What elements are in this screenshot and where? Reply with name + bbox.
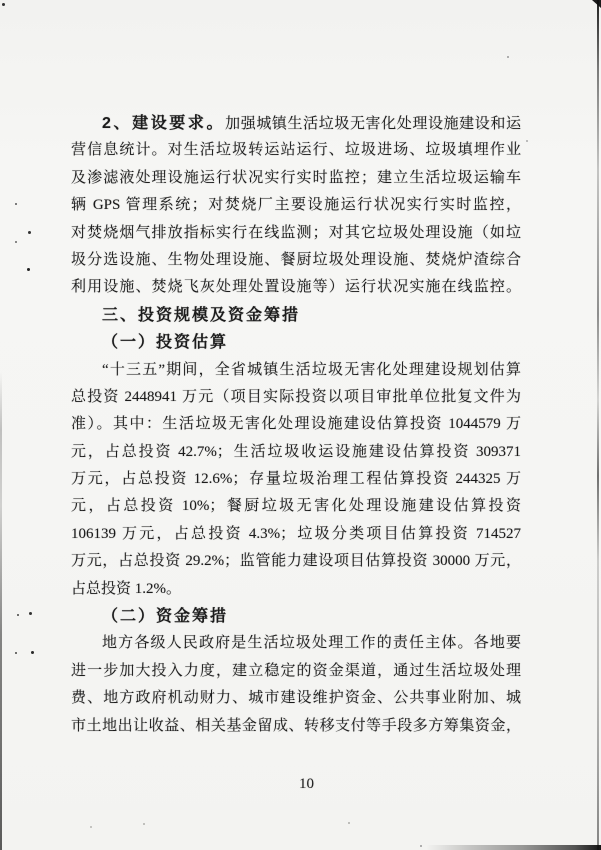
- ink-speck: [28, 231, 31, 234]
- text-line: 圾分选设施、生物处理设施、餐厨垃圾处理设施、焚烧炉渣综合: [71, 251, 521, 268]
- ink-speck: [526, 140, 528, 142]
- text-line: 占总投资 1.2%。: [71, 580, 181, 597]
- heading-line: 三、投资规模及资金筹措: [102, 306, 301, 324]
- ink-speck: [507, 56, 509, 58]
- text-line: 进一步加大投入力度，建立稳定的资金渠道，通过生活垃圾处理: [71, 662, 521, 679]
- text-line: 费、地方政府机动财力、城市建设维护资金、公共事业附加、城: [71, 690, 521, 707]
- text-line: 元，占总投资 42.7%；生活垃圾收运设施建设估算投资 309371: [71, 443, 521, 460]
- text-line: 对焚烧烟气排放指标实行在线监测；对其它垃圾处理设施（如垃: [71, 224, 521, 241]
- ink-speck: [90, 826, 92, 828]
- text-line: 元，占总投资 10%；餐厨垃圾无害化处理设施建设估算投资: [71, 498, 521, 515]
- ink-speck: [2, 3, 5, 6]
- ink-speck: [31, 651, 34, 654]
- text-line: 地方各级人民政府是生活垃圾处理工作的责任主体。各地要: [102, 635, 521, 652]
- text-line: 106139 万元，占总投资 4.3%；垃圾分类项目估算投资 714527: [71, 525, 521, 542]
- ink-speck: [15, 652, 17, 654]
- heading-line: （二）资金筹措: [102, 608, 229, 626]
- text-line: 总投资 2448941 万元（项目实际投资以项目审批单位批复文件为: [71, 388, 521, 405]
- heading-line: （一）投资估算: [102, 334, 229, 352]
- scan-edge-right-line: [597, 0, 599, 850]
- text-line: 万元，占总投资 12.6%；存量垃圾治理工程估算投资 244325 万: [71, 471, 521, 488]
- text-line: 万元，占总投资 29.2%；监管能力建设项目估算投资 30000 万元，: [71, 553, 521, 570]
- scan-bottom-shadow: [426, 845, 601, 850]
- text-line: 辆 GPS 管理系统；对焚烧厂主要设施运行状况实行实时监控，: [71, 197, 521, 214]
- ink-speck: [15, 241, 17, 243]
- ink-speck: [17, 614, 19, 616]
- text-line: “十三五”期间，全省城镇生活垃圾无害化处理建设规划估算: [102, 361, 521, 378]
- text-line: 营信息统计。对生活垃圾转运站运行、垃圾进场、垃圾填埋作业: [71, 142, 521, 159]
- page-number: 10: [299, 776, 314, 792]
- text-line: 准）。其中：生活垃圾无害化处理设施建设估算投资 1044579 万: [71, 416, 521, 433]
- text-block: [71, 110, 521, 740]
- ink-speck: [27, 268, 30, 271]
- ink-speck: [420, 845, 422, 847]
- ink-speck: [15, 203, 17, 205]
- ink-speck: [143, 823, 145, 825]
- scan-corner-mark: [592, 0, 601, 8]
- ink-speck: [348, 822, 350, 824]
- ink-speck: [29, 612, 32, 615]
- scan-edge-left-line: [0, 372, 2, 850]
- text-line: 及渗滤液处理设施运行状况实行实时监控；建立生活垃圾运输车: [71, 169, 521, 186]
- text-line: 市土地出让收益、相关基金留成、转移支付等手段多方筹集资金，: [71, 717, 521, 734]
- text-line: 2、建设要求。加强城镇生活垃圾无害化处理设施建设和运: [102, 115, 521, 132]
- bold-lead-text: 2、建设要求。: [102, 115, 226, 132]
- text-line: 利用设施、焚烧飞灰处理处置设施等）运行状况实施在线监控。: [71, 279, 521, 296]
